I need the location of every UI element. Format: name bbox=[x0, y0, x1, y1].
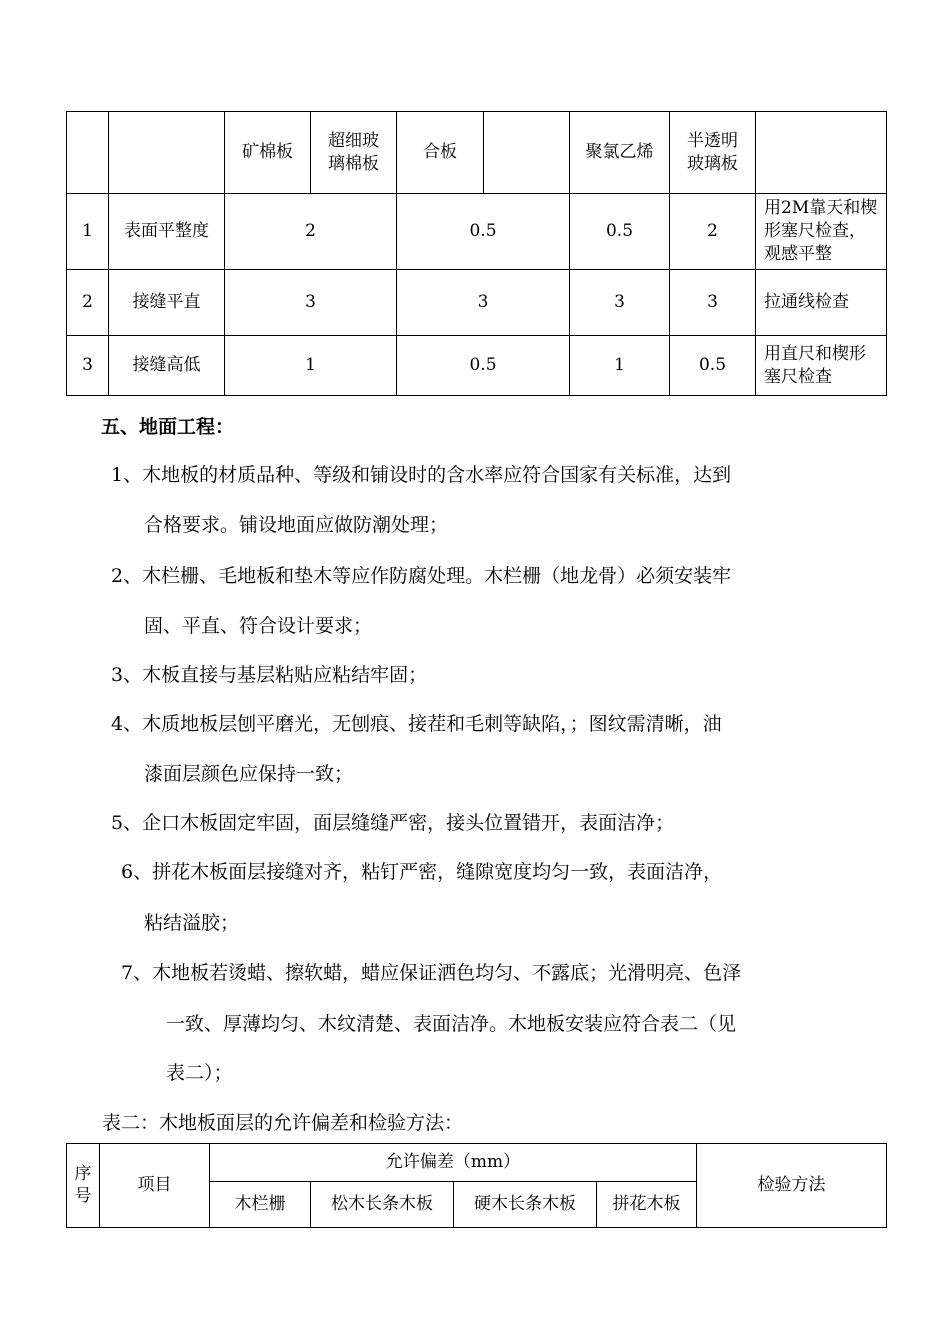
header-cell: 半透明玻璃板 bbox=[670, 112, 756, 194]
row-number: 2 bbox=[67, 270, 109, 336]
table-header-row bbox=[67, 112, 887, 194]
paragraph-line: 合格要求。铺设地面应做防潮处理； bbox=[144, 514, 449, 536]
row-item: 表面平整度 bbox=[109, 194, 225, 270]
paragraph-line: 7、木地板若烫蜡、擦软蜡，蜡应保证洒色均匀、不露底；光滑明亮、色泽 bbox=[121, 962, 742, 984]
header-cell: 超细玻璃棉板 bbox=[311, 112, 397, 194]
table-row bbox=[67, 194, 887, 270]
row-value: 1 bbox=[570, 336, 670, 396]
paragraph-line: 漆面层颜色应保持一致； bbox=[144, 763, 354, 785]
header-cell: 矿棉板 bbox=[225, 112, 311, 194]
row-value: 3 bbox=[225, 270, 397, 336]
header-cell bbox=[67, 112, 109, 194]
row-value: 0.5 bbox=[670, 336, 756, 396]
paragraph-line: 固、平直、符合设计要求； bbox=[144, 615, 373, 637]
row-method: 用2M靠天和楔形塞尺检查，观感平整 bbox=[756, 194, 887, 270]
row-number: 3 bbox=[67, 336, 109, 396]
paragraph-line: 1、木地板的材质品种、等级和铺设时的含水率应符合国家有关标准，达到 bbox=[111, 464, 732, 486]
row-value: 3 bbox=[397, 270, 570, 336]
header-cell-method: 检验方法 bbox=[697, 1144, 887, 1228]
header-cell bbox=[109, 112, 225, 194]
header-cell-no: 序号 bbox=[67, 1144, 100, 1228]
paragraph-line: 3、木板直接与基层粘贴应粘结牢固； bbox=[111, 664, 428, 686]
row-item: 接缝高低 bbox=[109, 336, 225, 396]
header-cell: 合板 bbox=[397, 112, 484, 194]
subheader-cell: 松木长条木板 bbox=[311, 1182, 454, 1228]
row-number: 1 bbox=[67, 194, 109, 270]
table-row bbox=[67, 336, 887, 396]
paragraph-line: 6、拼花木板面层接缝对齐，粘钉严密，缝隙宽度均匀一致，表面洁净， bbox=[121, 861, 723, 883]
tolerance-table-wood-floor bbox=[66, 1143, 887, 1228]
paragraph-line: 表二）； bbox=[166, 1062, 233, 1084]
row-value: 2 bbox=[670, 194, 756, 270]
paragraph-line: 4、木质地板层刨平磨光，无刨痕、接茬和毛刺等缺陷，；图纹需清晰，油 bbox=[111, 713, 722, 735]
paragraph-line: 2、木栏栅、毛地板和垫木等应作防腐处理。木栏栅（地龙骨）必须安装牢 bbox=[111, 565, 732, 587]
row-value: 0.5 bbox=[397, 194, 570, 270]
subheader-cell: 木栏栅 bbox=[210, 1182, 311, 1228]
row-method: 用直尺和楔形塞尺检查 bbox=[756, 336, 887, 396]
header-cell: 聚氯乙烯 bbox=[570, 112, 670, 194]
row-value: 3 bbox=[570, 270, 670, 336]
row-value: 0.5 bbox=[397, 336, 570, 396]
row-value: 2 bbox=[225, 194, 397, 270]
header-cell bbox=[484, 112, 570, 194]
subheader-cell: 拼花木板 bbox=[597, 1182, 697, 1228]
header-cell-group: 允许偏差（mm） bbox=[210, 1144, 697, 1182]
paragraph-line: 一致、厚薄均匀、木纹清楚、表面洁净。木地板安装应符合表二（见 bbox=[166, 1013, 737, 1035]
header-cell-item: 项目 bbox=[100, 1144, 210, 1228]
table-row bbox=[67, 270, 887, 336]
row-method: 拉通线检查 bbox=[756, 270, 887, 336]
row-item: 接缝平直 bbox=[109, 270, 225, 336]
table-header-row bbox=[67, 1144, 887, 1182]
row-value: 1 bbox=[225, 336, 397, 396]
paragraph-line: 5、企口木板固定牢固，面层缝缝严密，接头位置错开，表面洁净； bbox=[111, 812, 675, 834]
tolerance-table-ceiling bbox=[66, 111, 887, 396]
section-heading: 五、地面工程： bbox=[101, 416, 235, 438]
header-cell bbox=[756, 112, 887, 194]
row-value: 0.5 bbox=[570, 194, 670, 270]
subheader-cell: 硬木长条木板 bbox=[454, 1182, 597, 1228]
paragraph-line: 粘结溢胶； bbox=[144, 912, 240, 934]
table-caption: 表二：木地板面层的允许偏差和检验方法： bbox=[102, 1112, 464, 1134]
row-value: 3 bbox=[670, 270, 756, 336]
